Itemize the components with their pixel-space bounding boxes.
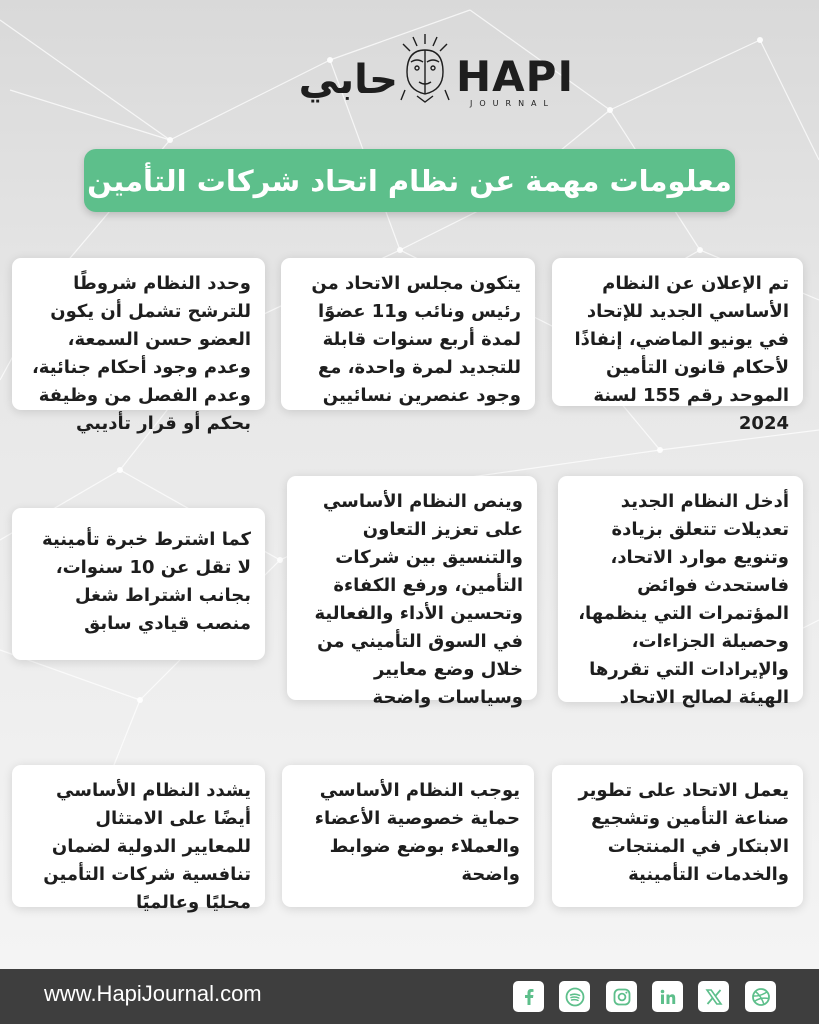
brand-sub-name: JOURNAL bbox=[470, 99, 555, 108]
x-icon[interactable] bbox=[698, 981, 729, 1012]
info-card-text: أدخل النظام الجديد تعديلات تتعلق بزيادة وتنويع موارد الاتحاد، فاستحدث فوائض المؤتمرات التي ينظمها، وحصيلة الجزاءات، والإيرادات التي تقررها الهيئة لصالح الاتحاد bbox=[578, 491, 789, 708]
brand-english-name: HAPI bbox=[456, 52, 575, 101]
dribbble-icon[interactable] bbox=[745, 981, 776, 1012]
facebook-icon[interactable] bbox=[513, 981, 544, 1012]
spotify-icon[interactable] bbox=[559, 981, 590, 1012]
info-card-text: تم الإعلان عن النظام الأساسي الجديد للإتحاد في يونيو الماضي، إنفاذًا لأحكام قانون التأمين الموحد رقم 155 لسنة 2024 bbox=[574, 273, 789, 434]
page-title: معلومات مهمة عن نظام اتحاد شركات التأمين bbox=[87, 163, 732, 198]
info-card-standards bbox=[12, 765, 265, 913]
info-card-text: يوجب النظام الأساسي حماية خصوصية الأعضاء والعملاء بوضع ضوابط واضحة bbox=[314, 780, 520, 885]
info-card-cooperation bbox=[287, 476, 537, 708]
info-card-resources bbox=[558, 476, 803, 708]
info-card-experience bbox=[12, 508, 265, 660]
brand-logo bbox=[0, 28, 819, 108]
website-link[interactable]: www.HapiJournal.com bbox=[44, 981, 262, 1006]
info-card-text: يعمل الاتحاد على تطوير صناعة التأمين وتشجيع الابتكار في المنتجات والخدمات التأمينية bbox=[578, 780, 789, 885]
info-card-conditions bbox=[12, 258, 265, 434]
instagram-icon[interactable] bbox=[606, 981, 637, 1012]
info-card-privacy bbox=[282, 765, 534, 907]
info-card-text: كما اشترط خبرة تأمينية لا تقل عن 10 سنوات، بجانب اشتراط شغل منصب قيادي سابق bbox=[42, 529, 251, 634]
footer-bar bbox=[0, 969, 819, 1024]
brand-arabic-name: حابي bbox=[298, 57, 398, 103]
linkedin-icon[interactable] bbox=[652, 981, 683, 1012]
info-card-text: وحدد النظام شروطًا للترشح تشمل أن يكون العضو حسن السمعة، وعدم وجود أحكام جنائية، وعدم الفصل من وظيفة بحكم أو قرار تأديبي bbox=[31, 273, 251, 434]
page-title-banner bbox=[84, 149, 735, 212]
pharaoh-emblem-icon bbox=[395, 32, 455, 104]
info-card-text: وينص النظام الأساسي على تعزيز التعاون والتنسيق بين شركات التأمين، ورفع الكفاءة وتحسين الأداء والفعالية في السوق التأميني من خلال وضع معايير وسياسات واضحة bbox=[314, 491, 523, 708]
info-card-development bbox=[552, 765, 803, 907]
info-card-text: يشدد النظام الأساسي أيضًا على الامتثال للمعايير الدولية لضمان تنافسية شركات التأمين محليًا وعالميًا bbox=[43, 780, 251, 913]
info-card-announcement bbox=[552, 258, 803, 434]
info-card-text: يتكون مجلس الاتحاد من رئيس ونائب و11 عضوًا لمدة أربع سنوات قابلة للتجديد لمرة واحدة، مع وجود عنصرين نسائيين bbox=[311, 273, 521, 406]
info-card-board bbox=[281, 258, 535, 410]
